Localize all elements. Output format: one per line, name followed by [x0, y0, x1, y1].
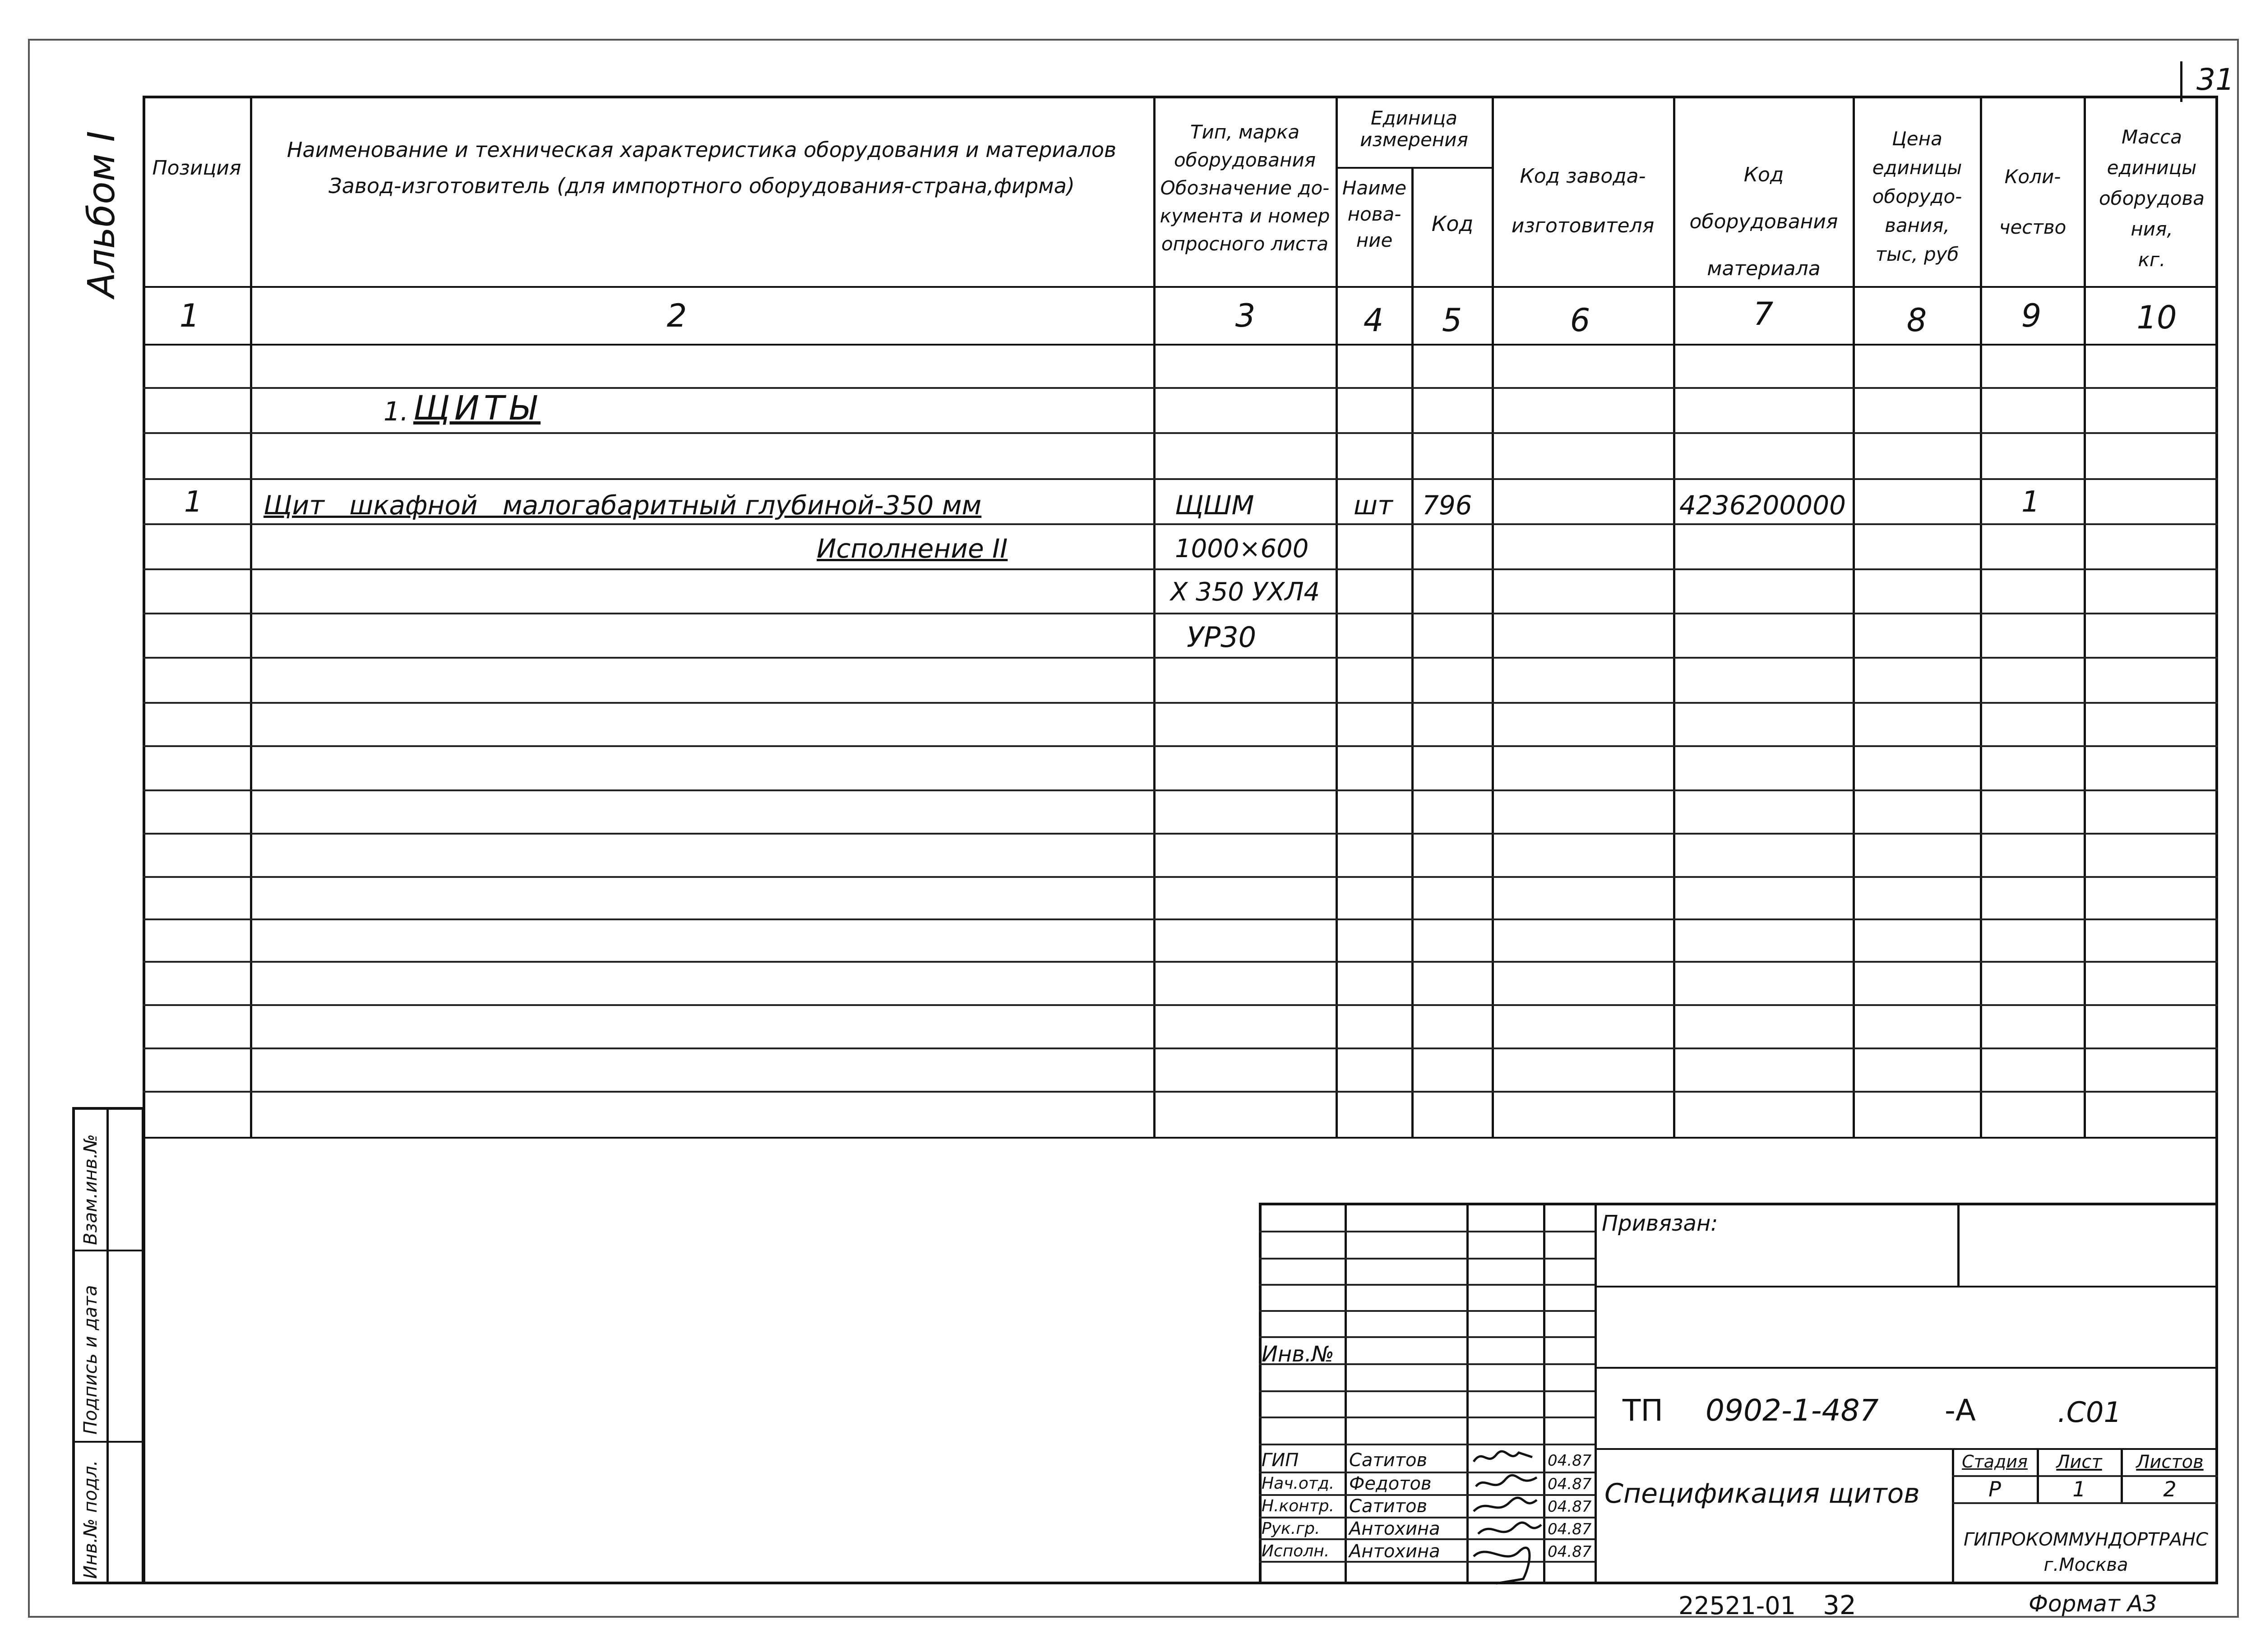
item-type-line-3: Х 350 УХЛ4: [1170, 577, 1320, 607]
designation: 0902-1-487: [1706, 1393, 1879, 1428]
col-num-3: 3: [1235, 297, 1256, 334]
item-name: Щит шкафной малогабаритный глубиной-350 мм: [264, 490, 982, 521]
col2-header-line1: Наименование и техническая характеристика оборудования и материалов: [287, 138, 1117, 162]
item-quantity: 1: [2021, 485, 2040, 519]
stage-header: Стадия: [1962, 1452, 2028, 1472]
col-num-5: 5: [1442, 302, 1462, 339]
col-num-8: 8: [1906, 302, 1927, 339]
col4-header: Наиме нова- ние: [1342, 177, 1407, 251]
album-label: Альбом I: [80, 131, 123, 298]
sig-date-4: 04.87: [1548, 1520, 1592, 1538]
page-number: 32: [1823, 1590, 1856, 1620]
sig-name-3: Сатитов: [1349, 1496, 1428, 1517]
sig-role-3: Н.контр.: [1262, 1497, 1335, 1515]
col-num-10: 10: [2136, 299, 2177, 336]
organization: ГИПРОКОММУНДОРТРАНС: [1963, 1529, 2209, 1550]
col7-header: Код оборудования материала: [1689, 163, 1838, 280]
sig-date-1: 04.87: [1548, 1452, 1592, 1470]
section-number: 1.: [384, 396, 409, 427]
item-equipment-code: 4236200000: [1679, 490, 1846, 521]
sig-name-5: Антохина: [1349, 1541, 1440, 1562]
side-stamp-original-inv: Инв.№ подл.: [80, 1460, 101, 1579]
item-variant: Исполнение II: [817, 533, 1008, 564]
col5-header: Код: [1431, 212, 1474, 236]
signature-scribbles: [1469, 1444, 1546, 1592]
sig-name-1: Сатитов: [1349, 1450, 1428, 1471]
col9-header: Коли- чество: [1999, 166, 2066, 238]
designation-suffix: -А: [1945, 1393, 1976, 1428]
sig-role-1: ГИП: [1262, 1450, 1299, 1471]
city: г.Москва: [2043, 1555, 2128, 1575]
designation-sheet: .С01: [2057, 1396, 2122, 1429]
document-title: Спецификация щитов: [1604, 1478, 1920, 1509]
sig-role-5: Исполн.: [1262, 1542, 1330, 1560]
section-title: ЩИТЫ: [413, 389, 541, 428]
sheets-header: Листов: [2136, 1452, 2204, 1472]
sig-name-2: Федотов: [1349, 1473, 1432, 1494]
col-num-4: 4: [1363, 302, 1384, 339]
item-unit: шт: [1354, 490, 1393, 521]
item-type-line-4: УР30: [1187, 621, 1257, 654]
archive-number: 22521-01: [1678, 1592, 1796, 1620]
sig-name-4: Антохина: [1349, 1518, 1440, 1539]
designation-prefix: ТП: [1623, 1393, 1663, 1428]
sheet-header: Лист: [2056, 1452, 2102, 1472]
stage-value: Р: [1988, 1477, 2001, 1501]
col-num-9: 9: [2021, 297, 2042, 334]
inv-label: Инв.№: [1262, 1342, 1334, 1367]
col-num-1: 1: [179, 297, 200, 334]
sig-role-4: Рук.гр.: [1262, 1519, 1320, 1538]
sig-role-2: Нач.отд.: [1262, 1474, 1335, 1493]
sheet-value: 1: [2072, 1477, 2086, 1501]
col8-header: Цена единицы оборудо- вания, тыс, руб: [1872, 128, 1962, 265]
col6-header: Код завода- изготовителя: [1511, 165, 1655, 237]
item-type-line-1: ЩШМ: [1175, 490, 1254, 521]
sheets-value: 2: [2163, 1477, 2177, 1501]
col2-header-line2: Завод-изготовитель (для импортного оборудования-страна,фирма): [328, 174, 1075, 198]
bound-label: Привязан:: [1602, 1211, 1718, 1236]
sig-date-5: 04.87: [1548, 1543, 1592, 1561]
side-stamp-signature-date: Подпись и дата: [80, 1285, 101, 1435]
item-position: 1: [184, 485, 203, 519]
col1-header: Позиция: [152, 157, 241, 180]
col-num-7: 7: [1753, 295, 1774, 332]
sig-date-3: 04.87: [1548, 1498, 1592, 1516]
item-type-line-2: 1000×600: [1175, 534, 1309, 563]
sig-date-2: 04.87: [1548, 1475, 1592, 1493]
side-stamp-replaced-inv: Взам.инв.№: [80, 1134, 101, 1245]
col-num-6: 6: [1570, 302, 1590, 339]
col-num-2: 2: [666, 297, 687, 334]
sheet-corner-number: 31: [2196, 62, 2234, 97]
unit-group-header: Единица измерения: [1360, 107, 1468, 151]
item-unit-code: 796: [1422, 490, 1472, 521]
col3-header: Тип, марка оборудования Обозначение до- кумента и номер опросного листа: [1160, 121, 1330, 255]
format-label: Формат А3: [2029, 1591, 2157, 1617]
col10-header: Масса единицы оборудова ния, кг.: [2099, 126, 2205, 271]
